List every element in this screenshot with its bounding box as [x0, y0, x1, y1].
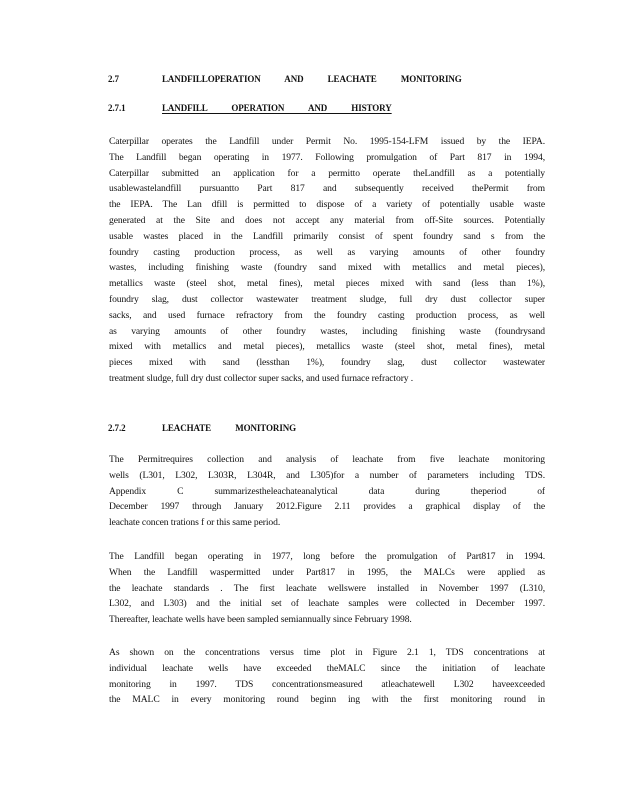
- subsection-number: 2.7.1: [108, 103, 126, 113]
- section-heading: [108, 74, 462, 84]
- paragraph-leachate-permit: [109, 452, 545, 531]
- text-line: treatment sludge, full dry dust collector super sacks, and used furnace refractory .: [109, 372, 414, 384]
- text-line: December 1997 through January 2012.Figure 2.11 provides a graphical display of the: [109, 501, 545, 513]
- text-line: the leachate standards . The first leachate wellswere installed in November 1997 (L310,: [109, 582, 545, 594]
- text-line: leachate concen trations f or this same period.: [109, 517, 281, 529]
- subsection-heading-leachate: [108, 423, 296, 433]
- text-line: When the Landfill waspermitted under Part817 in 1995, the MALCs were applied as: [109, 566, 545, 578]
- paragraph-tds-concentrations: [109, 645, 545, 708]
- text-line: metallics waste (steel shot, metal fines), metal pieces mixed with sand (less than 1%),: [109, 278, 545, 290]
- text-line: the MALC in every monitoring round beginn ing with the first monitoring round in: [109, 694, 545, 706]
- text-line: monitoring in 1997. TDS concentrationsmeasured atleachatewell L302 haveexceeded: [109, 678, 545, 690]
- text-line: generated at the Site and does not accept any material from off-Site sources. Potentially: [109, 214, 545, 226]
- paragraph-leachate-history: [109, 549, 545, 628]
- subsection-number: 2.7.2: [108, 423, 126, 433]
- text-line: usablewastelandfill pursuantto Part 817 and subsequently received thePermit from: [109, 183, 545, 195]
- text-line: L302, and L303) and the initial set of leachate samples were collected in December 1997.: [109, 598, 545, 610]
- section-number: 2.7: [108, 74, 119, 84]
- text-line: individual leachate wells have exceeded theMALC since the initiation of leachate: [109, 662, 545, 674]
- text-line: The Landfill began operating in 1977. Following promulgation of Part 817 in 1994,: [109, 151, 545, 163]
- text-line: usable wastes placed in the Landfill primarily consist of spent foundry sand s from the: [109, 230, 545, 242]
- text-line: foundry casting production process, as well as varying amounts of other foundry: [109, 246, 545, 258]
- subsection-title: LANDFILL OPERATION AND HISTORY: [162, 103, 392, 113]
- text-line: as varying amounts of other foundry wastes, including finishing waste (foundrysand: [109, 325, 545, 337]
- text-line: wells (L301, L302, L303R, L304R, and L305)for a number of parameters including TDS.: [109, 469, 545, 481]
- text-line: pieces mixed with sand (lessthan 1%), foundry slag, dust collector wastewater: [109, 357, 545, 369]
- text-line: mixed with metallics and metal pieces), metallics waste (steel shot, metal fines), metal: [109, 341, 545, 353]
- subsection-title: LEACHATE MONITORING: [162, 423, 297, 433]
- text-line: Caterpillar operates the Landfill under Permit No. 1995-154-LFM issued by the IEPA.: [109, 136, 545, 147]
- text-line: foundry slag, dust collector wastewater treatment sludge, full dry dust collector super: [109, 293, 545, 305]
- text-line: As shown on the concentrations versus time plot in Figure 2.1 1, TDS concentrations at: [109, 647, 545, 658]
- text-line: Appendix C summarizestheleachateanalytical data during theperiod of: [109, 485, 545, 497]
- section-title: LANDFILLOPERATION AND LEACHATE MONITORING: [162, 74, 462, 84]
- text-line: sacks, and used furnace refractory from the foundry casting production process, as well: [109, 309, 545, 321]
- subsection-heading-operation: [108, 103, 392, 113]
- text-line: wastes, including finishing waste (foundry sand mixed with metallics and metal pieces),: [109, 262, 545, 274]
- text-line: The Landfill began operating in 1977, long before the promulgation of Part817 in 1994.: [109, 551, 545, 562]
- paragraph-landfill-operation: [109, 134, 545, 387]
- text-line: Thereafter, leachate wells have been sampled semiannually since February 1998.: [109, 614, 412, 626]
- text-line: The Permitrequires collection and analysis of leachate from five leachate monitoring: [109, 454, 545, 465]
- text-line: the IEPA. The Lan dfill is permitted to dispose of a variety of potentially usable waste: [109, 199, 545, 211]
- text-line: Caterpillar submitted an application for a permitto operate theLandfill as a potentially: [109, 167, 545, 179]
